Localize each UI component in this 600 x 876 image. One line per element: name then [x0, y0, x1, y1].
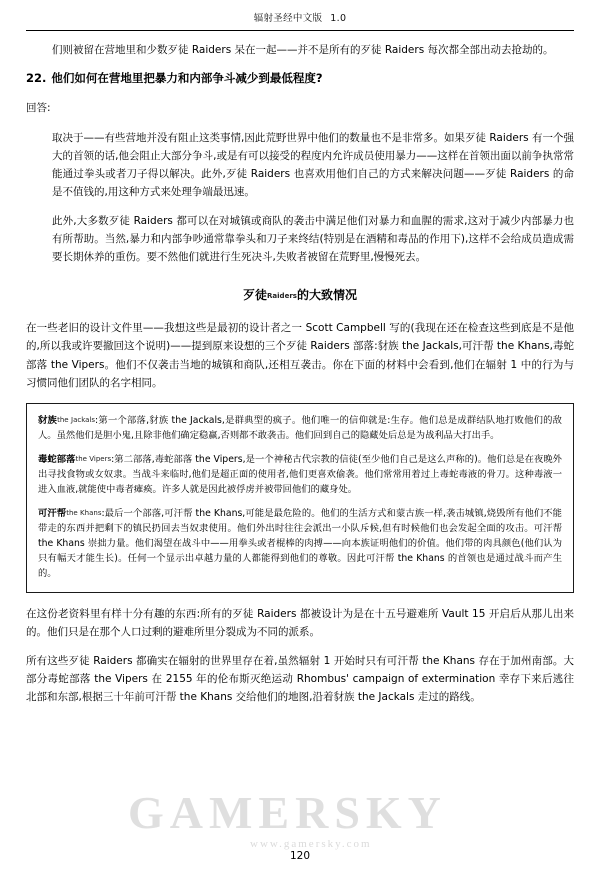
tribe-body-jackals: :第一个部落,豺族 the Jackals,是群典型的疯子。他们唯一的信仰就是:生存。他们总是成群结队地打败他们的敌人。虽然他们是胆小鬼,且除非他们确定稳赢,否则都不敢袭击。他们回到自己的隐藏处后总是为战利品大打出手。: [38, 414, 562, 441]
closing-paragraph-2: 所有这些歹徒 Raiders 都确实在辐射的世界里存在着,虽然辐射 1 开始时只有可汗帮 the Khans 存在于加州南部。大部分毒蛇部落 the Vipers 在 2155 年的伦布斯灭绝运动 Rhombus' campaign of extermination 幸存下来后逃往北部和东部,根据三十年前可汗帮 the Khans 交给他们的地图,沿着豺族 the Jackals 走过的路线。: [26, 655, 574, 704]
tribe-name-vipers: 毒蛇部落: [38, 453, 76, 465]
document-title: 辐射圣经中文版: [253, 13, 323, 24]
tribe-entry-vipers: [38, 452, 562, 497]
section-title-prefix: 歹徒: [243, 288, 268, 303]
tribe-name-khans-sup: the Khans: [66, 508, 102, 517]
answer-paragraph-2: 此外,大多数歹徒 Raiders 都可以在对城镇或商队的袭击中满足他们对暴力和血腥的需求,这对于减少内部暴力也有所帮助。当然,暴力和内部争吵通常靠拳头和刀子来终结(特别是在酒精和毒品的作用下),这样不会给成员造成需要长期休养的重伤。要不然他们就进行生死决斗,失败者被留在荒野里,慢慢死去。: [52, 215, 574, 264]
intro-paragraph: 在一些老旧的设计文件里——我想这些是最初的设计者之一 Scott Campbell 写的(我现在还在检查这些到底是不是他的,所以我或许要撤回这个说明)——提到原来设想的三个歹徒 Raiders 部落:豺族 the Jackals,可汗帮 the Khans,毒蛇部落 the Vipers。他们不仅袭击当地的城镇和商队,还相互袭击。你在下面的材料中会看到,他们在辐射 1 中的行为与习惯同他们团队的名字相同。: [26, 322, 574, 389]
closing-paragraph-1: 在这份老资料里有样十分有趣的东西:所有的歹徒 Raiders 都被设计为是在十五号避难所 Vault 15 开启后从那儿出来的。他们只是在那个人口过剩的避难所里分裂成为不同的派系。: [26, 608, 574, 639]
question-number: 22.: [26, 71, 47, 86]
tribes-callout-box: [26, 403, 574, 593]
tribe-body-khans: :最后一个部落,可汗帮 the Khans,可能是最危险的。他们的生活方式和蒙古族一样,袭击城镇,烧毁所有他们不能带走的东西并把剩下的镇民扔回去当奴隶使用。他们外出时往往会派出一小队斥候,但有时候他们也会发起全面的攻击。可汗帮 the Khans 崇拙力量。他们渴望在战斗中——用拳头或者棍棒的肉搏——向本族证明他们的价值。他们带的肉具颜色(他们认为只有幅天才能生长)。任何一个显示出卓越力量的人都能得到他们的尊敬。因此可汗帮 the Khans 的首领也是通过战斗而产生的。: [38, 507, 562, 580]
tribe-name-jackals-sup: the Jackals: [57, 415, 96, 424]
tribe-name-jackals: 豺族: [38, 414, 58, 426]
tribe-entry-khans: [38, 506, 562, 581]
page-number: 120: [289, 850, 311, 862]
question-text: 他们如何在营地里把暴力和内部争斗减少到最低程度?: [51, 71, 323, 86]
question-heading: [26, 70, 574, 87]
header-divider: [26, 30, 574, 31]
tribe-name-khans: 可汗帮: [38, 507, 67, 519]
watermark-text: GAMERSKY: [128, 787, 447, 838]
answer-label: 回答:: [26, 102, 51, 115]
watermark-subtext: www.gamersky.com: [250, 838, 372, 850]
top-paragraph: 们则被留在营地里和少数歹徒 Raiders 呆在一起——并不是所有的歹徒 Raiders 每次都全部出动去抢劫的。: [52, 44, 554, 56]
tribe-entry-jackals: [38, 413, 562, 443]
tribe-name-vipers-sup: the Vipers: [75, 454, 112, 463]
page-header: [26, 10, 574, 24]
answer-paragraph-1: 取决于——有些营地并没有阻止这类事情,因此荒野世界中他们的数量也不是非常多。如果歹徒 Raiders 有一个强大的首领的话,他会阻止大部分争斗,或是有可以接受的程度内允许成员使用暴力——这样在首领出面以前争执常常能通过拳头或者刀子得以解决。此外,歹徒 Raiders 也喜欢用他们自己的方式来解决问题——歹徒 Raiders 的命是不值钱的,用这种方式来处理争端最迅速。: [52, 132, 574, 199]
section-title-sup: Raiders: [267, 292, 297, 301]
section-title: [26, 286, 574, 303]
document-version: 1.0: [330, 13, 347, 24]
section-title-suffix: 的大致情况: [296, 288, 357, 303]
tribe-body-vipers: :第二部落,毒蛇部落 the Vipers,是一个神秘古代宗教的信徒(至少他们自己是这么声称的)。他们总是在夜晚外出寻找食物或女奴隶。当战斗来临时,他们是超正面的使用者,他们更喜欢偷袭。他们常常用着过上毒蛇毒液的骨刀。这种毒液一进入血液,就能使中毒者瘫痪。许多人就是因此被俘虏并被带回他们的藏身处。: [38, 453, 562, 495]
